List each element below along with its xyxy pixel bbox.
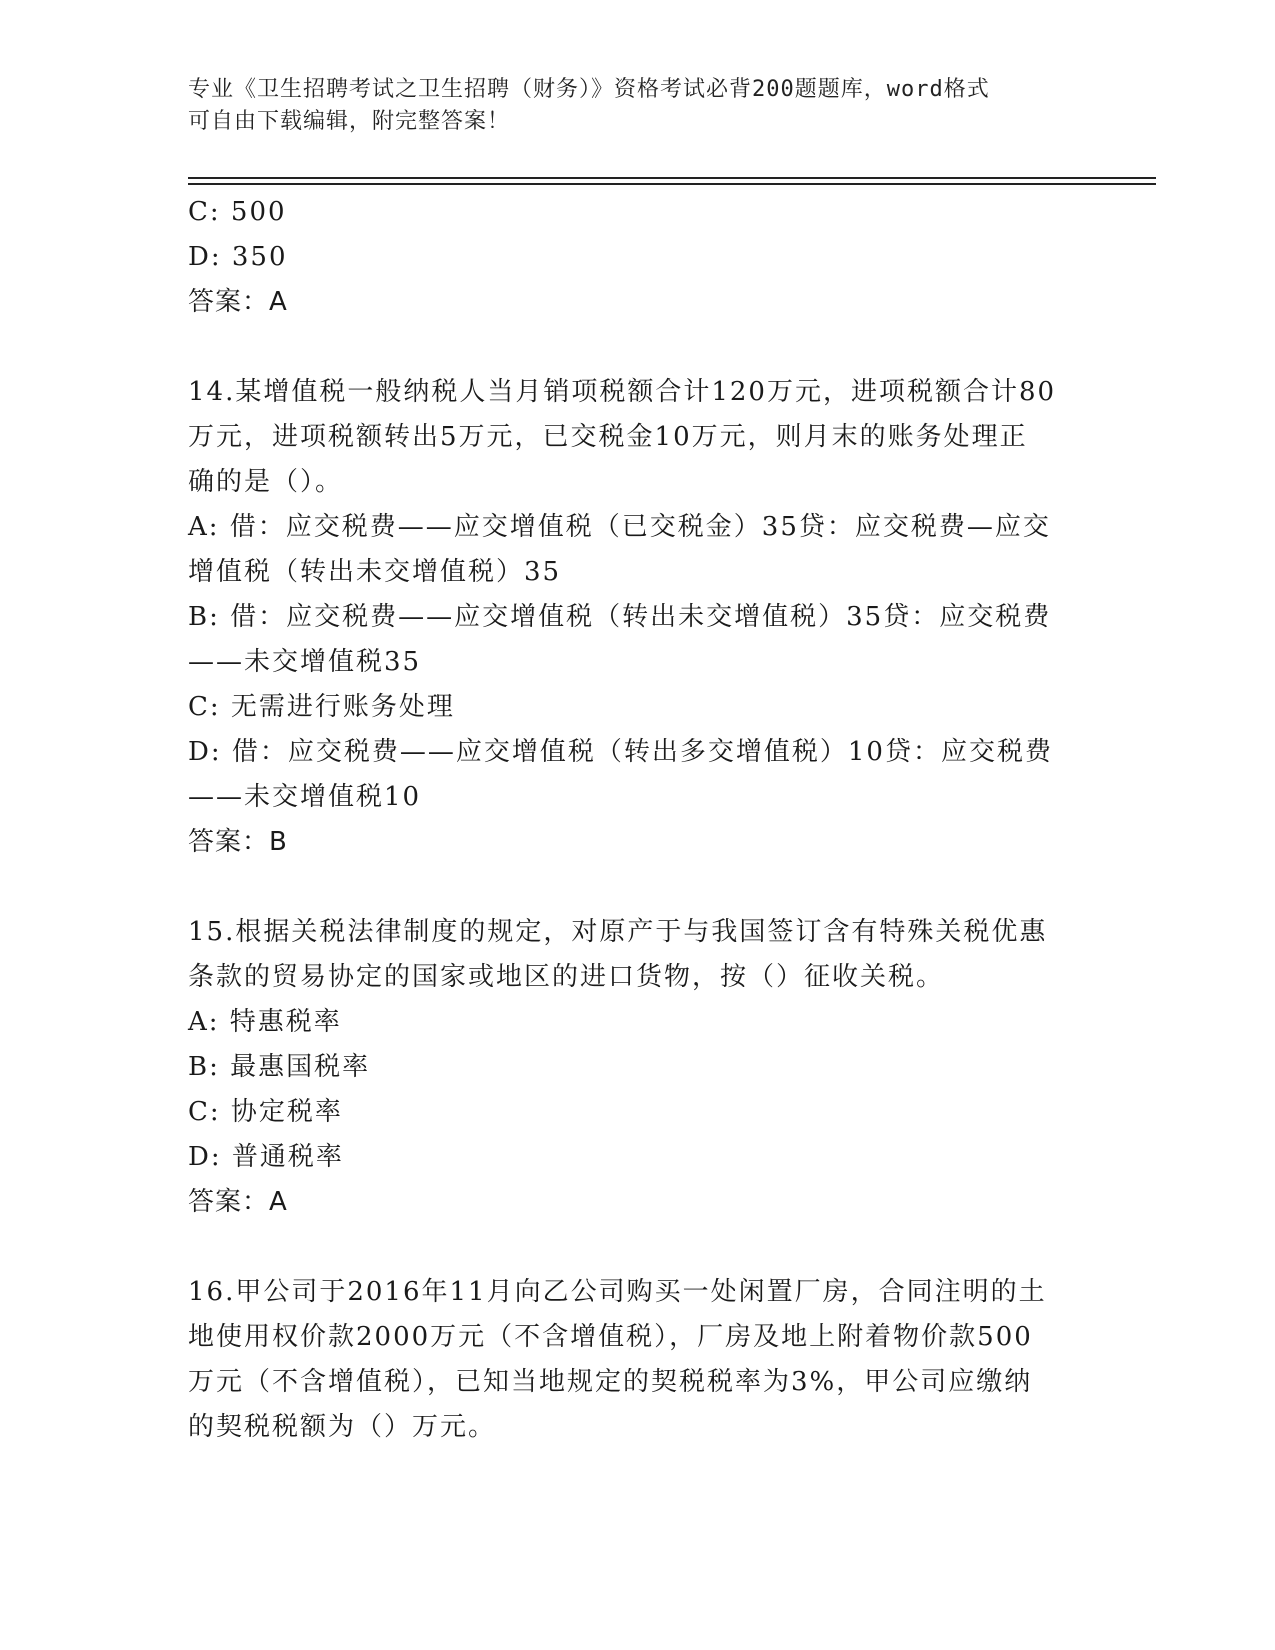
option-d: D: 350 xyxy=(188,242,288,272)
question-stem: 确的是（）。 xyxy=(188,467,344,497)
spacer xyxy=(188,1225,1088,1270)
question-content xyxy=(188,190,1088,1450)
question-stem: 的契税税额为（）万元。 xyxy=(188,1412,497,1442)
option-a: 增值税（转出未交增值税）35 xyxy=(188,557,562,587)
option-a: A: 借：应交税费——应交增值税（已交税金）35贷：应交税费—应交 xyxy=(188,512,1051,542)
option-b: B: 最惠国税率 xyxy=(188,1052,371,1082)
answer-line: 答案：A xyxy=(188,287,288,317)
header-title-line-1: 专业《卫生招聘考试之卫生招聘（财务）》资格考试必背200题题库，word格式 xyxy=(188,77,990,102)
header-divider-bottom xyxy=(188,183,1156,185)
header-divider-top xyxy=(188,177,1156,179)
option-d: D: 借：应交税费——应交增值税（转出多交增值税）10贷：应交税费 xyxy=(188,737,1053,767)
page-header xyxy=(188,74,1068,138)
option-c: C: 500 xyxy=(188,197,287,227)
spacer xyxy=(188,865,1088,910)
option-d: ——未交增值税10 xyxy=(188,782,422,812)
answer-line: 答案：B xyxy=(188,827,288,857)
header-title-line-2: 可自由下载编辑，附完整答案！ xyxy=(188,109,511,134)
option-b: B: 借：应交税费——应交增值税（转出未交增值税）35贷：应交税费 xyxy=(188,602,1052,632)
question-stem: 万元，进项税额转出5万元，已交税金10万元，则月末的账务处理正 xyxy=(188,422,1028,452)
previous-question-tail xyxy=(188,190,1088,325)
question-stem: 万元（不含增值税），已知当地规定的契税税率为3%，甲公司应缴纳 xyxy=(188,1367,1033,1397)
question-stem: 15.根据关税法律制度的规定，对原产于与我国签订含有特殊关税优惠 xyxy=(188,917,1048,947)
option-c: C: 无需进行账务处理 xyxy=(188,692,455,722)
question-14 xyxy=(188,370,1088,865)
option-a: A: 特惠税率 xyxy=(188,1007,342,1037)
question-stem: 地使用权价款2000万元（不含增值税），厂房及地上附着物价款500 xyxy=(188,1322,1033,1352)
option-d: D: 普通税率 xyxy=(188,1142,344,1172)
question-stem: 14.某增值税一般纳税人当月销项税额合计120万元，进项税额合计80 xyxy=(188,377,1057,407)
spacer xyxy=(188,325,1088,370)
question-stem: 条款的贸易协定的国家或地区的进口货物，按（）征收关税。 xyxy=(188,962,945,992)
question-15 xyxy=(188,910,1088,1225)
question-16 xyxy=(188,1270,1088,1450)
answer-line: 答案：A xyxy=(188,1187,288,1217)
option-c: C: 协定税率 xyxy=(188,1097,343,1127)
question-stem: 16.甲公司于2016年11月向乙公司购买一处闲置厂房，合同注明的土 xyxy=(188,1277,1047,1307)
option-b: ——未交增值税35 xyxy=(188,647,422,677)
